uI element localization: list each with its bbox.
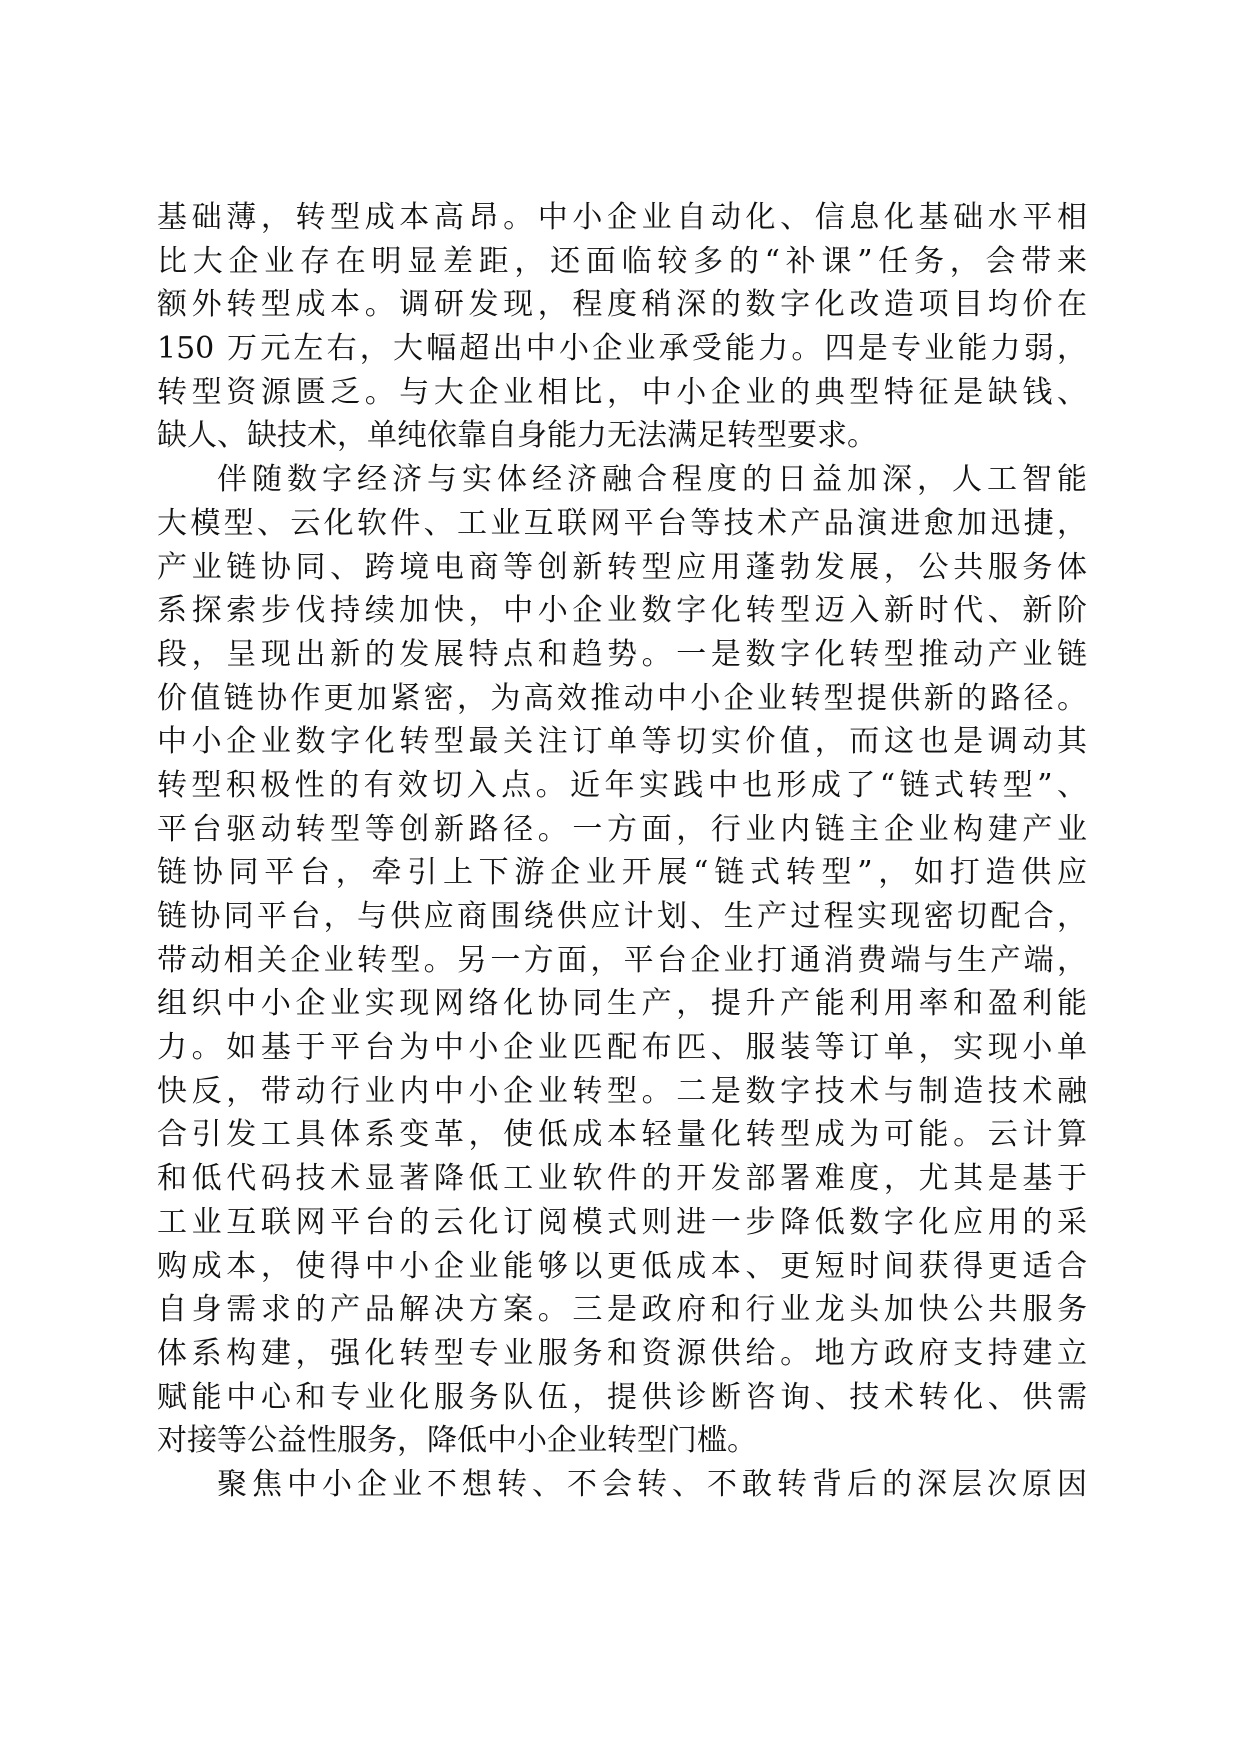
text-line: 转型资源匮乏。与大企业相比，中小企业的典型特征是缺钱、 [157,374,1087,410]
text-line: 体系构建，强化转型专业服务和资源供给。地方政府支持建立 [157,1335,1087,1371]
text-line: 额外转型成本。调研发现，程度稍深的数字化改造项目均价在 [157,287,1087,323]
paragraph-3 [157,1463,1087,1507]
text-line: 和低代码技术显著降低工业软件的开发部署难度，尤其是基于 [157,1161,1087,1197]
text-line: 力。如基于平台为中小企业匹配布匹、服装等订单，实现小单 [157,1030,1087,1066]
text-line: 工业互联网平台的云化订阅模式则进一步降低数字化应用的采 [157,1204,1087,1240]
text-line: 带动相关企业转型。另一方面，平台企业打通消费端与生产端， [157,942,1087,978]
text-line: 大模型、云化软件、工业互联网平台等技术产品演进愈加迅捷， [157,505,1087,541]
text-line: 快反，带动行业内中小企业转型。二是数字技术与制造技术融 [157,1073,1087,1109]
text-line: 链协同平台，与供应商围绕供应计划、生产过程实现密切配合， [157,899,1087,934]
text-line: 150 万元左右，大幅超出中小企业承受能力。四是专业能力弱， [157,331,1087,367]
text-line: 组织中小企业实现网络化协同生产，提升产能利用率和盈利能 [157,986,1087,1022]
text-line: 聚焦中小企业不想转、不会转、不敢转背后的深层次原因 [217,1466,1087,1502]
text-line: 赋能中心和专业化服务队伍，提供诊断咨询、技术转化、供需 [157,1379,1087,1415]
text-line: 产业链协同、跨境电商等创新转型应用蓬勃发展，公共服务体 [157,549,1087,585]
text-line: 合引发工具体系变革，使低成本轻量化转型成为可能。云计算 [157,1117,1087,1153]
text-line: 系探索步伐持续加快，中小企业数字化转型迈入新时代、新阶 [157,593,1087,629]
text-line: 价值链协作更加紧密，为高效推动中小企业转型提供新的路径。 [157,680,1087,716]
text-line: 基础薄，转型成本高昂。中小企业自动化、信息化基础水平相 [157,200,1087,235]
text-line: 比大企业存在明显差距，还面临较多的“补课”任务，会带来 [157,243,1087,279]
text-line: 链协同平台，牵引上下游企业开展“链式转型”，如打造供应 [157,855,1087,891]
text-line: 段，呈现出新的发展特点和趋势。一是数字化转型推动产业链 [157,636,1087,672]
paragraph-2 [157,458,1087,1463]
paragraph-1 [157,196,1087,458]
text-line: 伴随数字经济与实体经济融合程度的日益加深，人工智能 [217,462,1087,498]
text-line: 缺人、缺技术，单纯依靠自身能力无法满足转型要求。 [157,418,877,454]
text-line: 购成本，使得中小企业能够以更低成本、更短时间获得更适合 [157,1248,1087,1284]
text-line: 转型积极性的有效切入点。近年实践中也形成了“链式转型”、 [157,767,1087,803]
text-line: 对接等公益性服务，降低中小企业转型门槛。 [157,1423,757,1459]
text-line: 平台驱动转型等创新路径。一方面，行业内链主企业构建产业 [157,811,1087,847]
text-line: 中小企业数字化转型最关注订单等切实价值，而这也是调动其 [157,724,1087,760]
text-line: 自身需求的产品解决方案。三是政府和行业龙头加快公共服务 [157,1292,1087,1328]
body-text [157,196,1087,1507]
